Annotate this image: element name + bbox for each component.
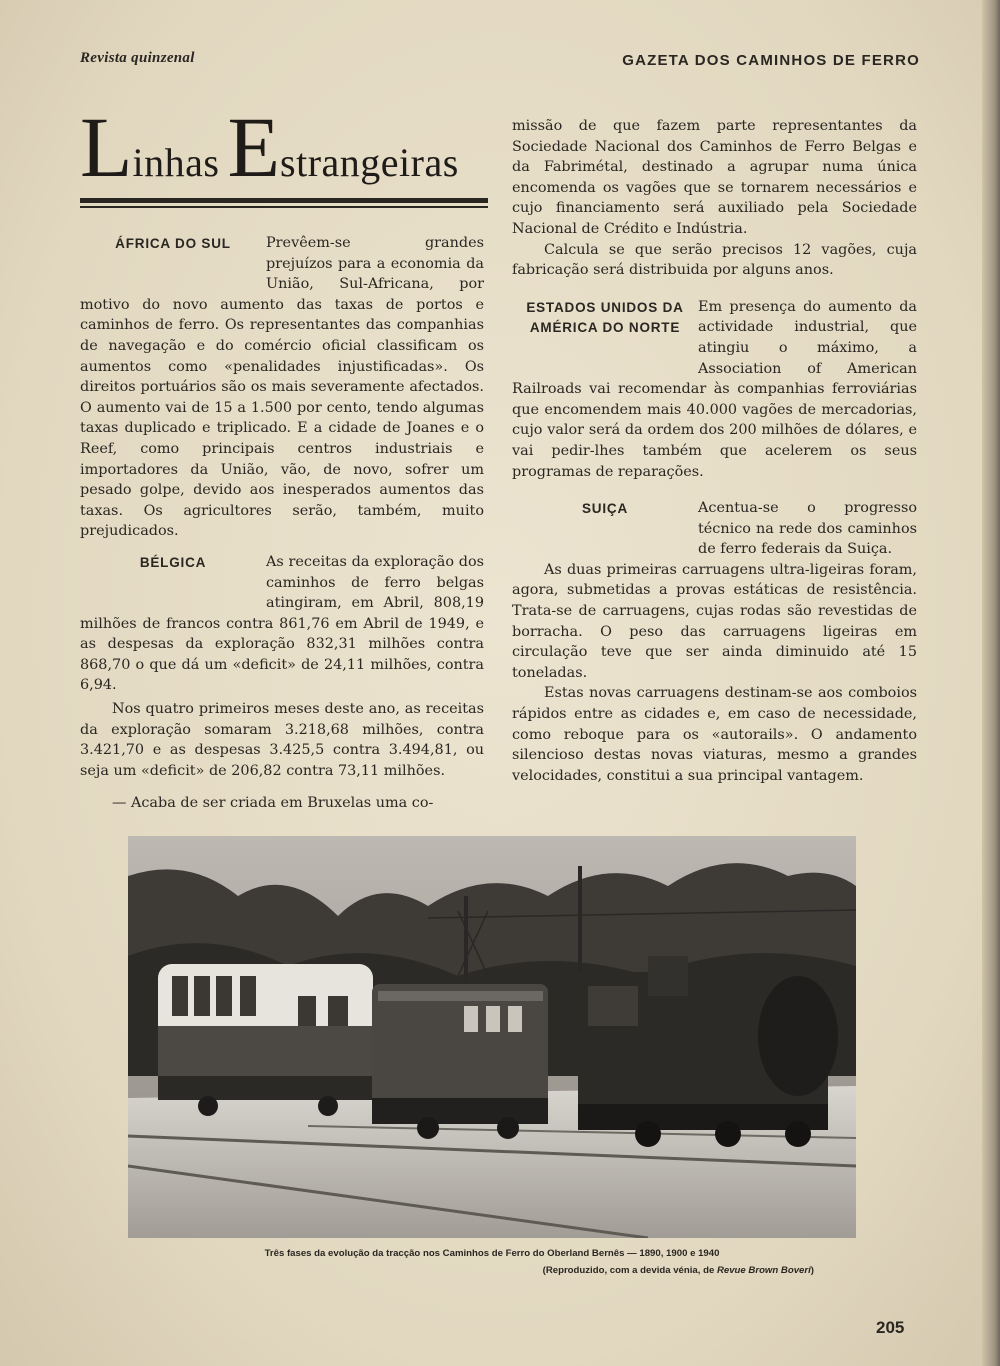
eua-paragraph-1: Em presença do aumento da actividade industrial, que atingiu o máximo, a Association of American Railroads vai recomendar às companhias ferroviárias que encomendem mais 40.000 vagões de mercadorias, cujo valor será da ordem dos 200 milhões de dólares, e vai pedir-lhes também que acelerem os seus programas de reparações. — [512, 298, 917, 480]
title-word2-rest: strangeiras — [280, 140, 459, 185]
section-gap — [512, 281, 917, 297]
section-eua — [512, 297, 917, 482]
section-gap — [512, 482, 917, 498]
title-initial-l: L — [80, 99, 133, 195]
train-photo-illustration — [128, 836, 856, 1238]
belgica-paragraph-2: Nos quatro primeiros meses deste ano, as receitas da exploração somaram 3.218,68 milhões, contra 3.421,70 e as despesas 3.425,5 contra 3.494,81, ou seja um «deficit» de 206,82 contra 73,11 milhões. — [80, 701, 484, 779]
belgica-continuation-2: Calcula se que serão precisos 12 vagões, cuja fabricação será distribuida por alguns anos. — [512, 241, 917, 279]
running-header-left: Revista quinzenal — [80, 50, 195, 66]
section-suica — [512, 498, 917, 786]
section-heading-suica: SUIÇA — [581, 501, 628, 517]
photo-credit-suffix: ) — [810, 1265, 814, 1276]
left-column — [80, 233, 484, 814]
photo-credit — [128, 1265, 814, 1276]
section-africa-do-sul — [80, 233, 484, 542]
title-word1-rest: inhas — [132, 140, 220, 185]
running-header-right: GAZETA DOS CAMINHOS DE FERRO — [622, 52, 920, 69]
eua-heading-line-1: ESTADOS UNIDOS DA — [526, 299, 684, 315]
section-title — [80, 99, 490, 195]
page-number: 205 — [876, 1318, 905, 1337]
book-spine-shadow — [982, 0, 1000, 1366]
belgica-paragraph-1: As receitas da exploração dos caminhos de ferro belgas atingiram, em Abril, 808,19 milhões de francos contra 861,76 em Abril de 1949, e as despesas da exploração 832,31 milhões contra 868,70 o que dá um «deficit» de 24,11 milhões, contra 6,94. — [80, 553, 484, 694]
belgica-continuation-1: missão de que fazem parte representantes da Sociedade Nacional dos Caminhos de Ferro Belgas e da Fabrimétal, destinado a agrupar numa única encomenda os vagões que se tornarem necessários e cujo financiamento será auxiliado pela Sociedade Nacional de Crédito e Indústria. — [512, 118, 917, 237]
section-heading-belgica: BÉLGICA — [139, 554, 207, 570]
africa-paragraph-1: Prevêem-se grandes prejuízos para a economia da União, Sul-Africana, por motivo do novo aumento das taxas de portos e caminhos de ferro. Os representantes das companhias de navegação e do comércio oficial classificam os aumentos como «penalidades injustificadas». Os direitos portuários são os mais severamente afectados. O aumento vai de 15 a 1.500 por cento, tendo algumas taxas duplicado e triplicado. E a cidade de Joanes e o Reef, como principais centros industriais e importadores da União, vão, de novo, sofrer um pesado golpe, devido aos inesperados aumentos das taxas. Os agricultores serão, também, muito prejudicados. — [80, 235, 484, 540]
train-photograph — [128, 836, 856, 1238]
section-gap — [80, 542, 484, 552]
suica-paragraph-2: As duas primeiras carruagens ultra-ligeiras foram, agora, submetidas a provas estáticas de resistência. Trata-se de carruagens, cujas rodas são revestidas de borracha. O peso das carruagens ligeiras em circulação teve que ser ainda diminuido até 15 toneladas. — [512, 561, 917, 681]
photo-credit-prefix: (Reproduzido, com a devida vénia, de — [542, 1265, 717, 1276]
title-rule-thick — [80, 198, 488, 203]
title-initial-e: E — [227, 99, 281, 195]
photo-caption: Três fases da evolução da tracção nos Caminhos de Ferro do Oberland Bernês — 1890, 1900 e 1940 — [264, 1248, 720, 1259]
section-belgica — [80, 552, 484, 814]
right-column — [512, 116, 917, 786]
title-rule-thin — [80, 206, 488, 208]
section-heading-africa: ÁFRICA DO SUL — [115, 236, 231, 251]
suica-paragraph-1: Acentua-se o progresso técnico na rede dos caminhos de ferro federais da Suiça. — [698, 500, 917, 558]
belgica-paragraph-3: — Acaba de ser criada em Bruxelas uma co- — [112, 795, 434, 812]
suica-paragraph-3: Estas novas carruagens destinam-se aos comboios rápidos entre as cidades e, em caso de necessidade, como reboque para os «autorails». O andamento silencioso destas novas viaturas, mesmo a grandes velocidades, constitui a sua principal vantagem. — [512, 685, 917, 784]
eua-heading-line-2: AMÉRICA DO NORTE — [529, 320, 681, 336]
section-heading-eua — [512, 297, 698, 362]
photo-credit-source: Revue Brown Boveri — [716, 1265, 811, 1276]
